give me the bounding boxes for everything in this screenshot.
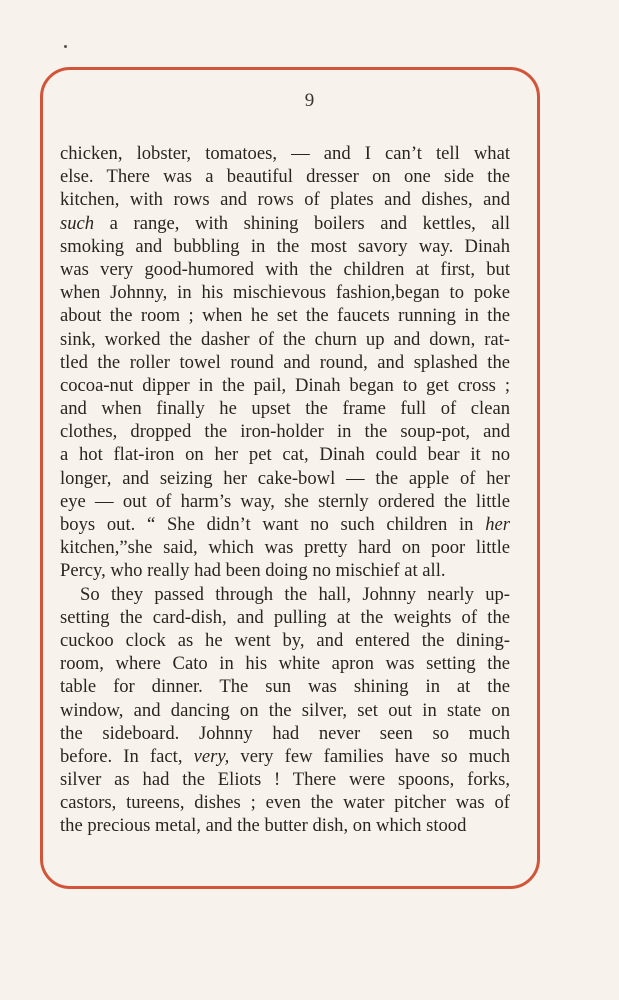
text-line: was very good-humored with the children at first, but: [60, 258, 510, 280]
text-line: such a range, with shining boilers and kettles, all: [60, 212, 510, 234]
text-line: kitchen, with rows and rows of plates and dishes, and: [60, 189, 510, 211]
text-line: chicken, lobster, tomatoes, — and I can’t tell what: [60, 143, 510, 164]
ink-speck: [64, 45, 67, 48]
text-line: smoking and bubbling in the most savory way. Dinah: [60, 235, 510, 257]
text-line: boys out. “ She didn’t want no such children in her: [60, 514, 510, 535]
text-line: tled the roller towel round and round, and splashed the: [60, 351, 510, 373]
text-line: else. There was a beautiful dresser on one side the: [60, 166, 510, 188]
text-line: setting the card-dish, and pulling at the weights of the: [60, 606, 510, 628]
body-text: [60, 142, 510, 838]
text-line: clothes, dropped the iron-holder in the soup-pot, and: [60, 421, 510, 443]
text-line: the precious metal, and the butter dish, on which stood: [60, 815, 467, 837]
text-line: about the room ; when he set the faucets running in the: [60, 305, 510, 327]
text-line: before. In fact, very, very few families have so much: [60, 745, 511, 767]
text-line: table for dinner. The sun was shining in at the: [60, 676, 510, 698]
text-line: silver as had the Eliots ! There were spoons, forks,: [60, 769, 510, 791]
text-line: longer, and seizing her cake-bowl — the apple of her: [60, 467, 510, 489]
text-line: So they passed through the hall, Johnny nearly up-: [80, 583, 510, 605]
text-line: sink, worked the dasher of the churn up and down, rat-: [60, 328, 510, 350]
text-line: and when finally he upset the frame full of clean: [60, 398, 510, 420]
text-line: kitchen,”she said, which was pretty hard on poor little: [60, 537, 510, 559]
text-line: when Johnny, in his mischievous fashion,began to poke: [60, 282, 510, 304]
text-line: a hot flat-iron on her pet cat, Dinah could bear it no: [60, 444, 510, 466]
text-line: eye — out of harm’s way, she sternly ordered the little: [60, 490, 510, 512]
text-line: Percy, who really had been doing no mischief at all.: [60, 560, 446, 582]
text-line: cuckoo clock as he went by, and entered the dining-: [60, 629, 510, 651]
page-number: 9: [304, 90, 315, 111]
text-line: cocoa-nut dipper in the pail, Dinah began to get cross ;: [60, 374, 510, 396]
text-line: room, where Cato in his white apron was setting the: [60, 653, 510, 675]
text-line: castors, tureens, dishes ; even the water pitcher was of: [60, 792, 510, 814]
text-line: the sideboard. Johnny had never seen so much: [60, 722, 510, 744]
text-line: window, and dancing on the silver, set out in state on: [60, 699, 510, 721]
